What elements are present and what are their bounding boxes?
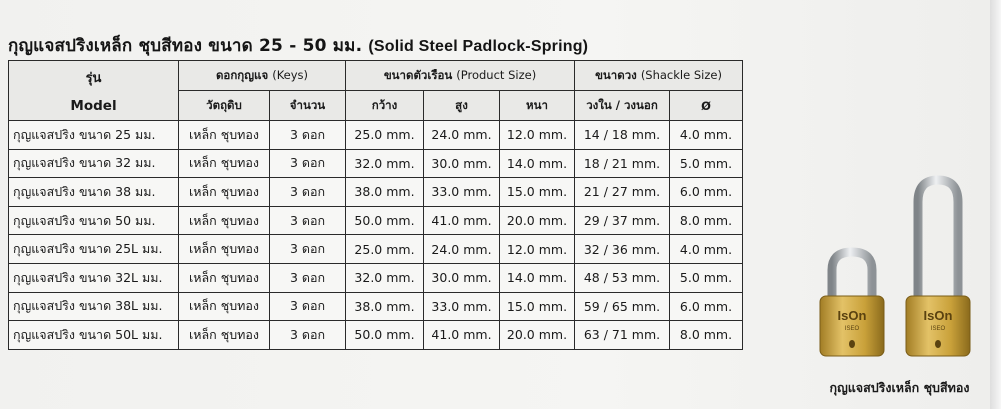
width-header: กว้าง [346,91,424,121]
table-row [9,121,743,150]
diameter-cell: 6.0 mm. [670,178,743,207]
shackle-cell: 21 / 27 mm. [575,178,670,207]
table-row [9,263,743,292]
model-cell: กุญแจสปริง ขนาด 38 มม. [9,178,179,207]
height-cell: 24.0 mm. [424,235,500,264]
shackle-cell: 14 / 18 mm. [575,121,670,150]
material-header: วัตถุดิบ [179,91,270,121]
product-caption: กุญแจสปริงเหล็ก ชุบสีทอง [829,380,970,395]
shackle-size-header-thai: ขนาดวง [595,67,637,82]
long-lock-brand-sub: ISEO [930,326,946,332]
thickness-cell: 12.0 mm. [500,235,575,264]
shackle-cell: 48 / 53 mm. [575,263,670,292]
quantity-cell: 3 ดอก [270,206,346,235]
table-row [9,235,743,264]
material-cell: เหล็ก ชุบทอง [179,149,270,178]
shackle-cell: 29 / 37 mm. [575,206,670,235]
quantity-header: จำนวน [270,91,346,121]
width-cell: 38.0 mm. [346,292,424,321]
model-header-english: Model [70,98,117,114]
shackle-cell: 59 / 65 mm. [575,292,670,321]
product-size-header-thai: ขนาดตัวเรือน [383,67,453,82]
diameter-cell: 5.0 mm. [670,149,743,178]
quantity-cell: 3 ดอก [270,321,346,350]
shackle-inner-outer-header: วงใน / วงนอก [575,91,670,121]
diameter-header: Ø [670,91,743,121]
height-cell: 41.0 mm. [424,206,500,235]
shackle-cell: 18 / 21 mm. [575,149,670,178]
height-cell: 30.0 mm. [424,149,500,178]
table-row [9,206,743,235]
table-row [9,178,743,207]
long-lock-brand: IsOn [923,308,953,323]
long-shackle [918,180,958,302]
material-cell: เหล็ก ชุบทอง [179,321,270,350]
shackle-cell: 63 / 71 mm. [575,321,670,350]
height-header: สูง [424,91,500,121]
width-cell: 50.0 mm. [346,321,424,350]
width-cell: 32.0 mm. [346,263,424,292]
thickness-cell: 15.0 mm. [500,178,575,207]
height-cell: 30.0 mm. [424,263,500,292]
page-title [8,32,588,59]
thickness-cell: 20.0 mm. [500,321,575,350]
material-cell: เหล็ก ชุบทอง [179,206,270,235]
height-cell: 41.0 mm. [424,321,500,350]
quantity-cell: 3 ดอก [270,235,346,264]
page-edge-shadow [990,0,1001,409]
model-cell: กุญแจสปริง ขนาด 38L มม. [9,292,179,321]
height-cell: 33.0 mm. [424,292,500,321]
model-header [9,61,179,121]
thickness-cell: 12.0 mm. [500,121,575,150]
diameter-cell: 6.0 mm. [670,292,743,321]
width-cell: 50.0 mm. [346,206,424,235]
table-row [9,292,743,321]
keys-header-english: (Keys) [272,67,309,82]
product-size-header-english: (Product Size) [456,67,537,82]
model-cell: กุญแจสปริง ขนาด 32L มม. [9,263,179,292]
table-row [9,149,743,178]
material-cell: เหล็ก ชุบทอง [179,121,270,150]
padlock-spec-table [8,60,743,350]
model-cell: กุญแจสปริง ขนาด 50 มม. [9,206,179,235]
spec-table-body [9,121,743,350]
keys-header-thai: ดอกกุญแจ [215,67,269,82]
material-cell: เหล็ก ชุบทอง [179,263,270,292]
width-cell: 32.0 mm. [346,149,424,178]
short-shackle [832,252,872,302]
short-lock-brand: IsOn [837,308,867,323]
height-cell: 24.0 mm. [424,121,500,150]
diameter-cell: 4.0 mm. [670,121,743,150]
shackle-cell: 32 / 36 mm. [575,235,670,264]
thickness-cell: 15.0 mm. [500,292,575,321]
product-size-header [346,61,575,91]
material-cell: เหล็ก ชุบทอง [179,292,270,321]
short-shackle-padlock [820,252,884,356]
width-cell: 25.0 mm. [346,235,424,264]
diameter-cell: 5.0 mm. [670,263,743,292]
title-thai: กุญแจสปริงเหล็ก ชุบสีทอง ขนาด 25 - 50 มม. [8,36,363,56]
shackle-size-header [575,61,743,91]
long-shackle-padlock [906,180,970,356]
diameter-cell: 4.0 mm. [670,235,743,264]
header-row-top [9,61,743,91]
thickness-cell: 14.0 mm. [500,263,575,292]
quantity-cell: 3 ดอก [270,149,346,178]
model-cell: กุญแจสปริง ขนาด 50L มม. [9,321,179,350]
width-cell: 38.0 mm. [346,178,424,207]
model-header-thai: รุ่น [85,71,102,86]
width-cell: 25.0 mm. [346,121,424,150]
material-cell: เหล็ก ชุบทอง [179,178,270,207]
model-cell: กุญแจสปริง ขนาด 25 มม. [9,121,179,150]
quantity-cell: 3 ดอก [270,292,346,321]
model-cell: กุญแจสปริง ขนาด 25L มม. [9,235,179,264]
short-lock-keyhole [849,340,855,348]
quantity-cell: 3 ดอก [270,178,346,207]
thickness-header: หนา [500,91,575,121]
thickness-cell: 20.0 mm. [500,206,575,235]
shackle-size-header-english: (Shackle Size) [640,67,722,82]
height-cell: 33.0 mm. [424,178,500,207]
keys-header [179,61,346,91]
short-lock-brand-sub: ISEO [844,326,860,332]
quantity-cell: 3 ดอก [270,263,346,292]
material-cell: เหล็ก ชุบทอง [179,235,270,264]
thickness-cell: 14.0 mm. [500,149,575,178]
diameter-cell: 8.0 mm. [670,206,743,235]
table-row [9,321,743,350]
quantity-cell: 3 ดอก [270,121,346,150]
model-cell: กุญแจสปริง ขนาด 32 มม. [9,149,179,178]
diameter-cell: 8.0 mm. [670,321,743,350]
long-lock-keyhole [935,340,941,348]
title-english: (Solid Steel Padlock-Spring) [368,38,589,55]
padlock-product-image [810,170,990,370]
